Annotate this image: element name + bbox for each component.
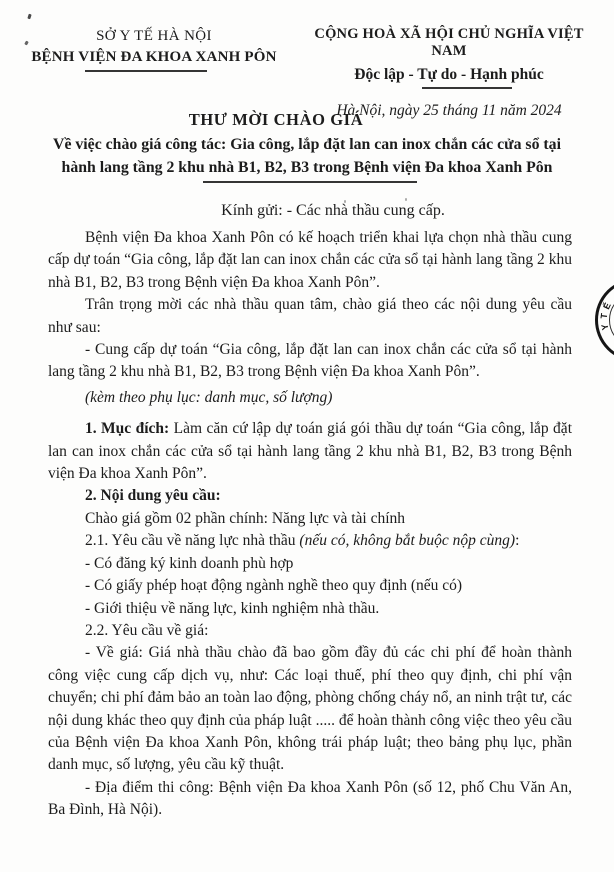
subject-line-1: Về việc chào giá công tác: Gia công, lắp đặt lan can inox chắn các cửa sổ tại: [53, 136, 561, 153]
paragraph-two-parts: Chào giá gồm 02 phần chính: Năng lực và tài chính: [85, 509, 406, 527]
capability-post: :: [515, 532, 520, 550]
document-body: [48, 227, 572, 822]
capability-note: (nếu có, không bắt buộc nộp cùng): [299, 532, 516, 550]
purpose-heading: 1. Mục đích:: [85, 420, 170, 438]
national-motto: Độc lập - Tự do - Hạnh phúc: [354, 66, 544, 83]
document-title: THƯ MỜI CHÀO GIÁ: [188, 110, 364, 129]
paragraph-supply-item: - Cung cấp dự toán “Gia công, lắp đặt lan can inox chắn các cửa sổ tại hành lang tầng 2 khu nhà B1, B2, B3 trong Bệnh viện Đa khoa Xanh Pôn”.: [48, 341, 572, 381]
purpose-text: Làm căn cứ lập dự toán giá gói thầu dự toán “Gia công, lắp đặt lan can inox chắn các cửa sổ tại hành lang tầng 2 khu nhà B1, B2, B3 trong Bệnh viện Đa khoa Xanh Pôn”.: [48, 420, 572, 483]
org-header: [18, 28, 290, 72]
official-stamp: [595, 278, 614, 362]
paragraph-location: - Địa điểm thi công: Bệnh viện Đa khoa Xanh Pôn (số 12, phố Chu Văn An, Ba Đình, Hà Nội).: [48, 778, 572, 819]
paragraph-intro: Bệnh viện Đa khoa Xanh Pôn có kế hoạch triển khai lựa chọn nhà thầu cung cấp dự toán “Gia công, lắp đặt lan can inox chắn các cửa sổ tại hành lang tầng 2 khu nhà B1, B2, B3 trong Bệnh viện Đa khoa Xanh Pôn”.: [48, 229, 572, 291]
stamp-arc-letter: T: [598, 312, 610, 320]
ink-speck: [27, 14, 31, 20]
org-parent-name: SỞ Y TẾ HÀ NỘI: [96, 28, 212, 44]
section-heading-requirements: 2. Nội dung yêu cầu:: [85, 487, 221, 505]
org-name: BỆNH VIỆN ĐA KHOA XANH PÔN: [31, 49, 277, 65]
subject-underline: [203, 181, 417, 183]
bullet-license: - Có giấy phép hoạt động ngành nghề theo quy định (nếu có): [85, 577, 463, 595]
subject-line-2: hành lang tầng 2 khu nhà B1, B2, B3 trong Bệnh viện Đa khoa Xanh Pôn: [61, 159, 553, 176]
paragraph-appendix-note: (kèm theo phụ lục: danh mục, số lượng): [85, 388, 333, 406]
stamp-arc-letter: Ế: [601, 301, 613, 311]
stamp-arc-letter: Y: [599, 323, 611, 331]
dateline: Hà Nội, ngày 25 tháng 11 năm 2024: [336, 102, 562, 119]
paragraph-price-detail: - Về giá: Giá nhà thầu chào đã bao gồm đầy đủ các chi phí để hoàn thành công việc cung cấp dịch vụ, như: Các loại thuế, phí theo quy định, chi phí vận chuyển; chi phí đảm bảo an toàn lao động, phòng chống cháy nổ, an ninh trật tư, các nội dung khác theo quy định của pháp luật ..... để hoàn thành công việc theo yêu cầu của Bệnh viện Đa khoa Xanh Pôn, không trái pháp luật; theo bảng phụ lục, phần danh mục, số lượng, yêu cầu kỹ thuật.: [48, 644, 572, 774]
bullet-experience: - Giới thiệu về năng lực, kinh nghiệm nhà thầu.: [85, 599, 380, 617]
paragraph-purpose: [48, 418, 572, 485]
bullet-business-registration: - Có đăng ký kinh doanh phù hợp: [85, 554, 294, 572]
national-title: CỘNG HOÀ XÃ HỘI CHỦ NGHĨA VIỆT NAM: [314, 26, 584, 59]
paragraph-invitation: Trân trọng mời các nhà thầu quan tâm, chào giá theo các nội dung yêu cầu như sau:: [48, 296, 572, 336]
ink-speck: [405, 198, 407, 201]
paragraph-price-heading: 2.2. Yêu cầu về giá:: [85, 621, 209, 639]
paragraph-capability-heading: [48, 530, 572, 552]
capability-pre: 2.1. Yêu cầu về năng lực nhà thầu: [85, 532, 300, 550]
motto-underline: [422, 87, 512, 89]
national-header: [298, 26, 600, 120]
salutation: Kính gửi: - Các nhà thầu cung cấp.: [221, 202, 445, 219]
document-subject: [0, 133, 614, 183]
org-underline: [85, 70, 207, 72]
